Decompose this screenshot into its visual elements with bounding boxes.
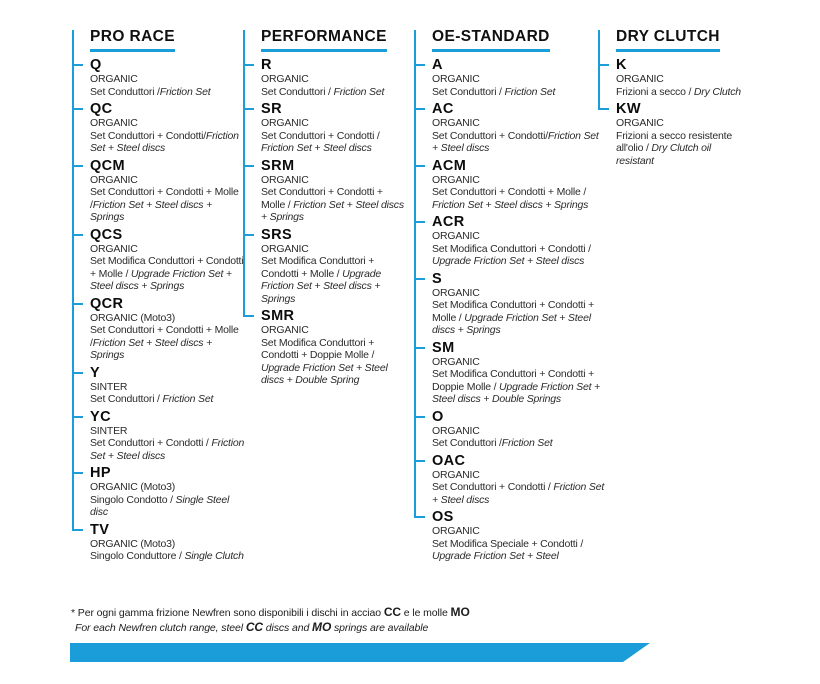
item-tick-line xyxy=(414,278,425,280)
category-column xyxy=(598,28,744,170)
description-english: Single Steel disc xyxy=(90,493,230,518)
footnote-italian-line xyxy=(71,606,470,621)
item-description xyxy=(616,130,744,168)
item-description xyxy=(261,255,408,305)
description-english: Friction Set + Steel discs + Springs xyxy=(432,198,589,211)
description-italian: Set Conduttori / xyxy=(432,85,505,98)
column-title-row xyxy=(432,28,607,52)
clutch-variant-item xyxy=(261,227,408,306)
footnote xyxy=(71,606,470,635)
item-code: K xyxy=(616,57,627,73)
clutch-variant-item xyxy=(90,296,247,362)
description-english: Friction Set xyxy=(501,437,553,449)
description-english: Friction Set + Steel discs xyxy=(90,129,239,154)
description-english: Friction Set + Steel discs + Springs xyxy=(90,336,213,361)
item-code: OS xyxy=(432,509,454,525)
column-title: PERFORMANCE xyxy=(261,28,387,52)
item-code: YC xyxy=(90,408,111,425)
item-description xyxy=(90,494,247,519)
description-italian: Set Conduttori + Condotti / xyxy=(432,481,554,493)
column-title: DRY CLUTCH xyxy=(616,28,720,52)
clutch-variant-item xyxy=(90,158,247,224)
footnote-code-highlight: CC xyxy=(383,605,401,619)
description-english: Friction Set xyxy=(333,85,385,98)
description-italian: Singolo Condotto / xyxy=(90,493,176,506)
item-code: TV xyxy=(90,521,110,538)
item-description xyxy=(261,186,408,224)
item-material-type: ORGANIC xyxy=(261,117,309,129)
description-english: Friction Set xyxy=(504,85,556,98)
category-column xyxy=(414,28,607,566)
item-code: A xyxy=(432,57,443,73)
clutch-variant-item xyxy=(432,271,607,337)
item-material-type: ORGANIC xyxy=(616,73,664,85)
footnote-text: For each Newfren clutch range, steel xyxy=(75,621,246,634)
item-material-type: ORGANIC (Moto3) xyxy=(90,537,176,550)
description-english: Single Clutch xyxy=(184,550,244,562)
item-tick-line xyxy=(72,108,83,110)
item-material-type: ORGANIC (Moto3) xyxy=(90,311,176,324)
description-english: Friction Set + Steel discs + Springs xyxy=(90,198,213,223)
item-description xyxy=(90,550,247,563)
item-tick-line xyxy=(72,472,83,474)
item-tick-line xyxy=(72,372,83,374)
clutch-variant-item xyxy=(90,465,247,519)
column-items xyxy=(90,57,247,563)
item-material-type: ORGANIC xyxy=(90,242,138,255)
description-italian: Frizioni a secco / xyxy=(616,85,694,98)
item-tick-line xyxy=(243,315,254,317)
item-material-type: ORGANIC xyxy=(90,173,138,186)
item-description xyxy=(432,481,607,506)
item-description xyxy=(432,299,607,337)
clutch-variant-item xyxy=(261,308,408,387)
item-material-type: ORGANIC xyxy=(432,468,480,481)
description-italian: Set Conduttori + Condotti/ xyxy=(90,129,206,142)
item-tick-line xyxy=(598,108,609,110)
item-tick-line xyxy=(72,64,83,66)
description-english: Friction Set + Steel discs xyxy=(432,481,605,506)
description-english: Friction Set xyxy=(159,85,211,98)
item-description xyxy=(616,86,744,99)
item-description xyxy=(432,368,607,406)
column-items xyxy=(616,57,744,167)
clutch-variant-item xyxy=(90,409,247,463)
clutch-variant-item xyxy=(90,522,247,563)
item-code: ACR xyxy=(432,214,465,230)
item-description xyxy=(261,86,408,99)
description-english: Upgrade Friction Set + Steel discs + Double Springs xyxy=(432,380,600,405)
footnote-text: * Per ogni gamma frizione Newfren sono disponibili i dischi in acciao xyxy=(71,607,384,619)
item-description xyxy=(90,86,247,99)
clutch-variant-item xyxy=(616,57,744,98)
item-code: QCS xyxy=(90,226,123,243)
clutch-variant-item xyxy=(90,365,247,406)
item-material-type: ORGANIC xyxy=(432,355,480,368)
item-tick-line xyxy=(243,234,254,236)
item-code: O xyxy=(432,408,444,425)
item-code: SRS xyxy=(261,226,293,243)
description-italian: Set Conduttori / xyxy=(432,437,502,449)
footnote-text: discs and xyxy=(262,621,313,634)
description-italian: Set Conduttori + Condotti + Molle / xyxy=(90,324,239,349)
description-italian: Set Conduttori + Condotti + Molle / xyxy=(90,186,239,211)
item-tick-line xyxy=(414,64,425,66)
description-english: Upgrade Friction Set + Steel discs + Springs xyxy=(90,267,232,292)
footnote-code-highlight: CC xyxy=(245,619,263,634)
clutch-variant-item xyxy=(90,57,247,98)
item-tick-line xyxy=(414,108,425,110)
item-code: S xyxy=(432,270,443,287)
description-italian: Set Conduttori / xyxy=(90,393,163,405)
description-english: Friction Set + Steel discs xyxy=(432,129,599,154)
footnote-text: springs are available xyxy=(331,621,429,634)
description-italian: Set Modifica Conduttori + Condotti + Molle / xyxy=(261,255,375,280)
item-code: R xyxy=(261,57,272,73)
item-material-type: ORGANIC xyxy=(432,424,480,437)
column-connector-line xyxy=(243,30,245,316)
clutch-variant-item xyxy=(261,101,408,155)
item-material-type: ORGANIC xyxy=(261,324,309,336)
item-tick-line xyxy=(243,64,254,66)
description-italian: Set Conduttori / xyxy=(90,85,160,98)
column-connector-line xyxy=(414,30,416,517)
description-english: Dry Clutch xyxy=(693,85,741,98)
description-italian: Set Conduttori + Condotti + Molle / xyxy=(261,186,383,211)
item-code: SM xyxy=(432,339,455,356)
item-description xyxy=(90,324,247,362)
item-material-type: ORGANIC xyxy=(432,525,480,537)
clutch-variant-item xyxy=(90,101,247,155)
item-material-type: ORGANIC (Moto3) xyxy=(90,481,176,493)
item-code: SR xyxy=(261,101,282,117)
item-tick-line xyxy=(72,303,83,305)
item-code: OAC xyxy=(432,452,466,469)
column-title-row xyxy=(261,28,408,52)
item-description xyxy=(90,393,247,406)
item-tick-line xyxy=(72,165,83,167)
item-code: ACM xyxy=(432,157,467,174)
description-italian: Set Modifica Conduttori + Condotti + Doppie Molle / xyxy=(261,336,375,361)
clutch-variant-item xyxy=(432,57,607,98)
description-italian: Frizioni a secco resistente all'olio / xyxy=(616,129,732,154)
item-material-type: SINTER xyxy=(90,424,128,437)
clutch-variant-item xyxy=(432,340,607,406)
item-tick-line xyxy=(72,529,83,531)
item-tick-line xyxy=(243,108,254,110)
description-italian: Set Conduttori + Condotti / xyxy=(261,129,380,142)
footnote-code-highlight: MO xyxy=(312,619,332,634)
item-code: KW xyxy=(616,101,641,117)
item-description xyxy=(261,337,408,387)
footnote-code-highlight: MO xyxy=(450,605,470,619)
item-code: QCM xyxy=(90,157,126,174)
bottom-accent-stripe xyxy=(70,643,650,662)
item-description xyxy=(90,186,247,224)
category-column xyxy=(243,28,408,390)
item-material-type: ORGANIC xyxy=(432,230,480,242)
item-material-type: ORGANIC xyxy=(616,117,664,129)
clutch-variant-item xyxy=(432,214,607,268)
description-english: Upgrade Friction Set + Steel discs + Double Spring xyxy=(261,361,388,386)
item-code: SRM xyxy=(261,157,295,174)
description-italian: Set Modifica Conduttori + Condotti + Molle / xyxy=(432,299,595,324)
description-english: Friction Set + Steel discs xyxy=(90,437,245,462)
column-title-row xyxy=(616,28,744,52)
item-material-type: ORGANIC xyxy=(261,173,309,186)
footnote-text: e le molle xyxy=(400,607,451,619)
item-description xyxy=(432,437,607,450)
column-items xyxy=(432,57,607,563)
clutch-variant-item xyxy=(616,101,744,167)
clutch-variant-item xyxy=(432,158,607,212)
description-italian: Set Modifica Conduttori + Condotti + Molle / xyxy=(90,255,244,280)
item-material-type: ORGANIC xyxy=(261,73,309,85)
clutch-variant-item xyxy=(432,101,607,155)
item-code: HP xyxy=(90,465,111,481)
item-tick-line xyxy=(414,347,425,349)
item-code: QCR xyxy=(90,295,124,312)
clutch-variant-item xyxy=(432,409,607,450)
description-english: Upgrade Friction Set + Steel discs + Springs xyxy=(432,311,591,336)
item-code: Y xyxy=(90,364,101,381)
item-material-type: ORGANIC xyxy=(432,117,480,129)
item-tick-line xyxy=(414,516,425,518)
column-items xyxy=(261,57,408,387)
description-italian: Set Conduttori + Condotti/ xyxy=(432,129,548,142)
item-material-type: SINTER xyxy=(90,380,128,393)
item-tick-line xyxy=(72,234,83,236)
item-tick-line xyxy=(598,64,609,66)
category-column xyxy=(72,28,247,566)
item-description xyxy=(432,186,607,211)
item-code: QC xyxy=(90,101,113,117)
item-description xyxy=(261,130,408,155)
item-description xyxy=(90,130,247,155)
column-connector-line xyxy=(72,30,74,530)
item-material-type: ORGANIC xyxy=(432,73,480,85)
item-description xyxy=(432,538,607,563)
item-description xyxy=(432,86,607,99)
item-material-type: ORGANIC xyxy=(90,117,138,129)
item-description xyxy=(90,255,247,293)
clutch-variant-item xyxy=(90,227,247,293)
clutch-variant-item xyxy=(261,158,408,224)
item-tick-line xyxy=(414,460,425,462)
clutch-variant-item xyxy=(432,509,607,563)
item-code: AC xyxy=(432,101,454,117)
item-material-type: ORGANIC xyxy=(432,286,480,299)
item-code: Q xyxy=(90,57,102,73)
description-english: Friction Set + Steel discs xyxy=(261,142,372,154)
item-description xyxy=(90,437,247,462)
column-connector-line xyxy=(598,30,600,109)
description-english: Friction Set + Steel discs + Springs xyxy=(261,198,404,223)
item-material-type: ORGANIC xyxy=(90,73,138,85)
item-tick-line xyxy=(72,416,83,418)
description-italian: Singolo Conduttore / xyxy=(90,550,185,562)
description-english: Upgrade Friction Set + Steel discs + Springs xyxy=(261,267,382,305)
description-english: Upgrade Friction Set + Steel discs xyxy=(432,255,585,267)
description-english: Upgrade Friction Set + Steel xyxy=(432,550,559,562)
description-italian: Set Conduttori + Condotti + Molle / xyxy=(432,186,587,198)
description-english: Dry Clutch oil resistant xyxy=(616,142,712,167)
item-tick-line xyxy=(414,416,425,418)
description-italian: Set Modifica Speciale + Condotti / xyxy=(432,537,584,550)
item-code: SMR xyxy=(261,308,295,324)
item-tick-line xyxy=(414,165,425,167)
column-title: OE-STANDARD xyxy=(432,28,550,52)
column-title: PRO RACE xyxy=(90,28,175,52)
description-italian: Set Conduttori + Condotti / xyxy=(90,437,212,449)
footnote-english-line xyxy=(75,621,470,636)
item-tick-line xyxy=(243,165,254,167)
description-italian: Set Modifica Conduttori + Condotti / xyxy=(432,242,591,255)
item-description xyxy=(432,130,607,155)
item-tick-line xyxy=(414,221,425,223)
item-material-type: ORGANIC xyxy=(432,173,480,186)
clutch-variant-item xyxy=(261,57,408,98)
item-description xyxy=(432,243,607,268)
column-title-row xyxy=(90,28,247,52)
clutch-variant-item xyxy=(432,453,607,507)
description-italian: Set Modifica Conduttori + Condotti + Doppie Molle / xyxy=(432,368,595,393)
description-english: Friction Set xyxy=(162,393,214,405)
item-material-type: ORGANIC xyxy=(261,242,309,255)
description-italian: Set Conduttori / xyxy=(261,85,334,98)
